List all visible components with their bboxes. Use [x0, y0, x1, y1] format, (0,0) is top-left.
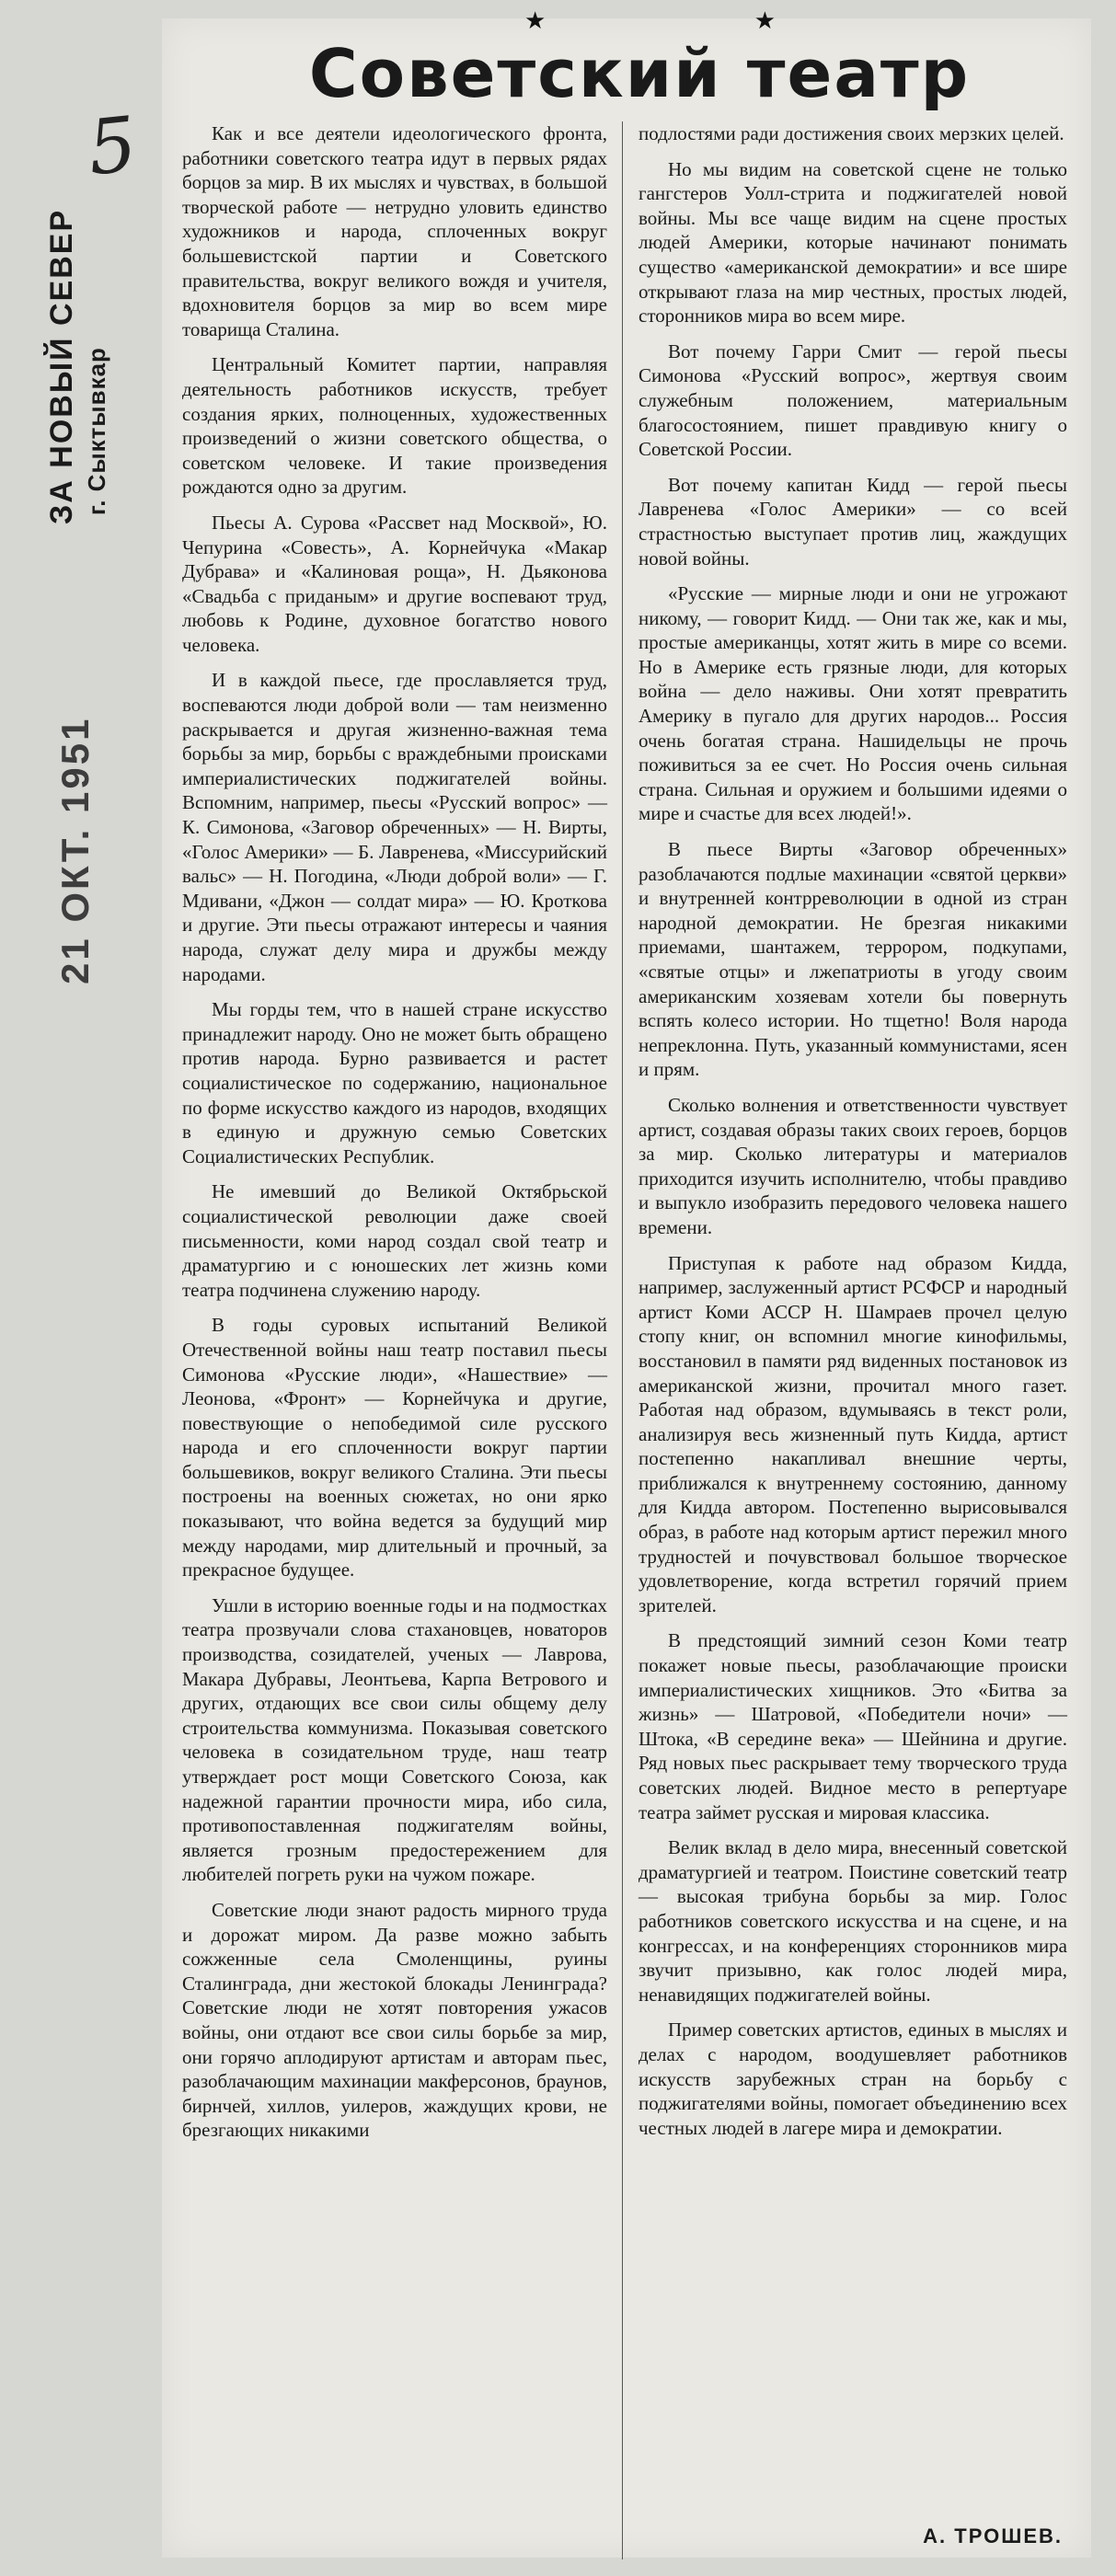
paragraph: В предстоящий зимний сезон Коми театр покажет новые пьесы, разоблачающие происки империалистических хищников. Это «Битва за жизнь» — Шатровой, «Победители ночи» — Штока, «В середине века» — Шейнина и другие. Ряд новых пьес раскрывает тему творческого труда советских людей. Видное место в репертуаре театра займет русская и мировая классика.: [639, 1629, 1067, 1823]
publication-city: г. Сыктывкар: [83, 347, 110, 515]
paragraph: Не имевший до Великой Октябрьской социалистической революции даже своей письменности, коми народ создал свой театр и драматургию и с юношеских лет жизнь коми театра подчинена служению народу.: [182, 1180, 607, 1301]
paragraph: Как и все деятели идеологического фронта, работники советского театра идут в первых рядах борцов за мир. В их мыслях и чувствах, в большой творческой работе — нетрудно уловить единство художников и народа, сплоченных вокруг большевистской партии и Советского правительства, вокруг великого вождя и учителя, вдохновителя борцов за мир во всем мире товарища Сталина.: [182, 122, 607, 340]
paragraph: И в каждой пьесе, где прославляется труд, воспеваются люди доброй воли — там неизменно раскрывается и другая жизненно-важная тема борьбы за мир, борьбы с враждебными происками империалистических поджигателей войны. Вспомним, например, пьесы «Русский вопрос» — К. Симонова, «Заговор обреченных» — Н. Вирты, «Голос Америки» — Б. Лавренева, «Миссурийский вальс» — Н. Погодина, «Люди доброй воли» — Г. Мдивани, «Джон — солдат мира» — Ю. Кроткова и другие. Эти пьесы отражают интересы и чаяния народа, служат делу мира и дружбы между народами.: [182, 669, 607, 985]
paragraph: Советские люди знают радость мирного труда и дорожат миром. Да разве можно забыть сожженные села Смоленщины, руины Сталинграда, дни жестокой блокады Ленинграда? Советские люди не хотят повторения ужасов войны, они отдают все свои силы борьбе за мир, они горячо аплодируют артистам и авторам пьес, разоблачающим махинации макферсонов, браунов, бирнчей, хиллов, уилеров, жаждущих крови, не брезгающих никакими: [182, 1898, 607, 2142]
date-stamp: 21 ОКТ. 1951: [53, 716, 97, 984]
paragraph: Ушли в историю военные годы и на подмостках театра прозвучали слова стахановцев, новаторов производства, созидателей, ученых — Лаврова, Макара Дубравы, Леонтьева, Карпа Ветрового и других, отдающих все свои силы общему делу строительства коммунизма. Показывая советского человека в созидательном труде, наш театр утверждает рост мощи Советского Союза, как надежной гарантии прочности мира, ибо сила, противопоставленная поджигателям войны, является грозным предостережением для любителей погреть руки на чужом пожаре.: [182, 1593, 607, 1886]
article-right-column: [639, 121, 1067, 2151]
paragraph: В годы суровых испытаний Великой Отечественной войны наш театр поставил пьесы Симонова «Русские люди», «Нашествие» — Леонова, «Фронт» — Корнейчука и другие, повествующие о непобедимой силе русского народа и его сплоченности вокруг партии большевиков, вокруг великого Сталина. Эти пьесы построены на военных сюжетах, но они ярко показывают, что война ведется за будущий мир между народами, мир длительный и прочный, за прекрасное будущее.: [182, 1314, 607, 1581]
paragraph: Но мы видим на советской сцене не только гангстеров Уолл-стрита и поджигателей новой войны. Мы все чаще видим на сцене простых людей Америки, которые начинают понимать существо «американской демократии» и все шире открывают глаза на мир честных, простых людей, сторонников мира во всем мире.: [639, 157, 1067, 328]
paragraph: Велик вклад в дело мира, внесенный советской драматургией и театром. Поистине советский театр — высокая трибуна борьбы за мир. Голос работников советского искусства и на сцене, и на конгрессах, и на конференциях сторонников мира звучит призывно, как голос людей мира, ненавидящих поджигателей войны.: [639, 1836, 1067, 2006]
paragraph: В пьесе Вирты «Заговор обреченных» разоблачаются подлые махинации «святой церкви» и внутренней контрреволюции в одной из стран народной демократии. Не брезгая никакими приемами, шантажем, террором, подкупами, «святые отцы» и лжепатриоты в угоду своим американским хозяевам хотели бы повернуть вспять колесо истории. Но тщетно! Воля народа непреклонна. Путь, указанный коммунистами, ясен и прям.: [639, 838, 1067, 1081]
paragraph: Центральный Комитет партии, направляя деятельность работников искусств, требует создания ярких, полноценных, художественных произведений о жизни советского общества, о советском человеке. И такие произведения рождаются одно за другим.: [182, 353, 607, 499]
paragraph: Пример советских артистов, единых в мыслях и делах с народом, воодушевляет работников искусств зарубежных стран на борьбу с поджигателями войны, помогает объединению всех честных людей в лагере мира и демократии.: [639, 2018, 1067, 2139]
article-title: Советский театр: [308, 35, 971, 112]
publication-name: ЗА НОВЫЙ СЕВЕР: [44, 208, 79, 524]
paragraph: «Русские — мирные люди и они не угрожают никому, — говорит Кидд. — Они так же, как и мы, простые американцы, хотят жить в мире со всеми. Но в Америке есть грязные люди, для которых война — дело наживы. Они хотят превратить Америку в пугало для других народов... Россия очень богатая страна. Нашидельцы не прочь поживиться за ее счет. Но Россия очень сильная страна. Сильная и оружием и большими идеями о мире и счастье для всех людей!».: [639, 582, 1067, 825]
paragraph: Пьесы А. Сурова «Рассвет над Москвой», Ю. Чепурина «Совесть», А. Корнейчука «Макар Дубрава» и «Калиновая роща», Н. Дьяконова «Свадьба с приданым» и другие воспевают труд, любовь к Родине, духовное богатство нового человека.: [182, 511, 607, 656]
column-divider: [622, 121, 623, 2559]
paragraph: Сколько волнения и ответственности чувствует артист, создавая образы таких своих героев, борцов за мир. Сколько литературы и материалов приходится изучить исполнителю, чтобы правдиво и выпукло изобразить передового человека нашего времени.: [639, 1093, 1067, 1238]
header-stars: ★ ★: [524, 7, 878, 34]
article-left-column: [182, 121, 607, 2154]
paragraph: Вот почему Гарри Смит — герой пьесы Симонова «Русский вопрос», жертвуя своим служебным положением, материальным благосостоянием, пишет правдивую книгу о Советской России.: [639, 339, 1067, 461]
paragraph: подлостями ради достижения своих мерзких целей.: [639, 122, 1064, 144]
paragraph: Вот почему капитан Кидд — герой пьесы Лавренева «Голос Америки» — со всей страстностью выступает против лиц, жаждущих новой войны.: [639, 473, 1067, 569]
handwritten-number: 5: [84, 100, 141, 193]
author-signature: А. ТРОШЕВ.: [923, 2524, 1063, 2547]
paragraph: Мы горды тем, что в нашей стране искусство принадлежит народу. Оно не может быть обращено против народа. Бурно развивается и растет социалистическое по содержанию, национальное по форме искусство каждого из народов, входящих в единую и дружную семью Советских Социалистических Республик.: [182, 998, 607, 1167]
paragraph: Приступая к работе над образом Кидда, например, заслуженный артист РСФСР и народный артист Коми АССР Н. Шамраев прочел целую стопу книг, он вспомнил многие кинофильмы, восстановил в памяти ряд виденных постановок из американской жизни, прочитал много газет. Работая над образом, вдумываясь в текст роли, анализируя весь жизненный путь Кидда, артист постепенно накапливал внешние черты, приближался к внутреннему состоянию, данному для Кидда автором. Постепенно вырисовывался образ, в работе над которым артист пережил много трудностей и почувствовал большое творческое удовлетворение, когда встретил горячий прием зрителей.: [639, 1251, 1067, 1616]
